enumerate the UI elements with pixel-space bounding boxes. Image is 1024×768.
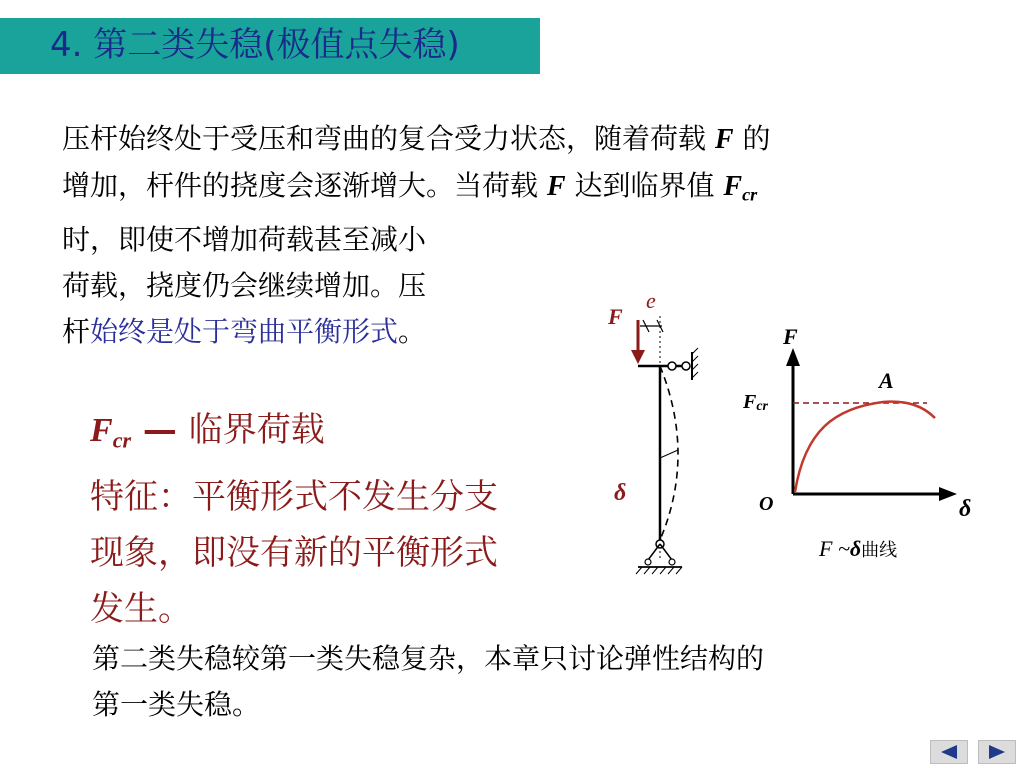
deflection-mark bbox=[660, 450, 678, 458]
column-diagram bbox=[600, 290, 720, 580]
feature-line-3: 发生。 bbox=[90, 588, 192, 629]
triangle-right-icon bbox=[987, 744, 1007, 760]
ground-hatch bbox=[676, 567, 682, 574]
feature-line-2: 现象，即没有新的平衡形式 bbox=[90, 532, 498, 573]
top-roller-2 bbox=[682, 362, 690, 370]
x-axis-arrow bbox=[939, 487, 957, 501]
fcr-axis-label: Fcr bbox=[743, 391, 769, 414]
ground-hatch bbox=[652, 567, 658, 574]
critical-load-symbol bbox=[723, 171, 758, 205]
wall-hatch bbox=[692, 348, 698, 354]
intro-line-3: 时，即使不增加荷载甚至减小 bbox=[62, 223, 427, 257]
fcr-symbol bbox=[90, 412, 132, 453]
bottom-line-2: 第一类失稳。 bbox=[92, 688, 261, 721]
pin-foot-left bbox=[645, 559, 651, 565]
prev-slide-button[interactable] bbox=[930, 740, 968, 764]
next-slide-button[interactable] bbox=[978, 740, 1016, 764]
ground-hatch bbox=[660, 567, 666, 574]
column-deflected bbox=[660, 366, 678, 540]
deflection-label: δ bbox=[614, 480, 627, 506]
intro-line-1 bbox=[62, 116, 771, 163]
peak-label: A bbox=[879, 368, 894, 393]
graph-caption: F ~δ曲线 bbox=[819, 536, 898, 561]
highlighted-phrase: 始终是处于弯曲平衡形式 bbox=[90, 315, 399, 349]
title-bar bbox=[0, 18, 540, 74]
ground-hatch bbox=[644, 567, 650, 574]
x-axis-label: δ bbox=[959, 496, 972, 522]
y-axis-label: F bbox=[783, 324, 798, 349]
critical-load-definition bbox=[90, 402, 498, 637]
f-delta-curve bbox=[795, 402, 935, 492]
intro-text: 的 bbox=[733, 122, 771, 155]
intro-text: 杆 bbox=[62, 315, 91, 349]
origin-label: O bbox=[759, 493, 774, 515]
load-arrow-head bbox=[631, 350, 645, 364]
load-symbol: F bbox=[546, 171, 566, 202]
intro-text: 达到临界值 bbox=[565, 169, 724, 202]
f-delta-graph bbox=[735, 320, 995, 570]
eccentricity-label: e bbox=[646, 290, 656, 313]
intro-line-2 bbox=[62, 163, 771, 217]
bottom-paragraph bbox=[92, 636, 764, 728]
pin-leg-left bbox=[648, 544, 660, 560]
critical-load-main: F bbox=[723, 171, 743, 202]
fcr-sub: cr bbox=[112, 427, 132, 453]
slide-navigation bbox=[930, 740, 1016, 764]
definition-dash: — bbox=[131, 410, 189, 450]
intro-text: 压杆始终处于受压和弯曲的复合受力状态，随着荷载 bbox=[62, 122, 715, 155]
ground-hatch bbox=[636, 567, 642, 574]
top-roller-1 bbox=[668, 362, 676, 370]
load-label: F bbox=[608, 304, 623, 329]
critical-load-sub: cr bbox=[742, 184, 758, 205]
bottom-line-1: 第二类失稳较第一类失稳复杂，本章只讨论弹性结构的 bbox=[92, 642, 765, 675]
y-axis-arrow bbox=[786, 348, 800, 366]
intro-line-4: 荷载，挠度仍会继续增加。压 bbox=[62, 269, 427, 303]
feature-line-1: 特征：平衡形式不发生分支 bbox=[90, 476, 498, 517]
load-symbol: F bbox=[714, 124, 734, 155]
pin-foot-right bbox=[669, 559, 675, 565]
intro-text: 增加，杆件的挠度会逐渐增大。当荷载 bbox=[62, 169, 547, 202]
triangle-left-icon bbox=[939, 744, 959, 760]
ground-hatch bbox=[668, 567, 674, 574]
definition-line bbox=[90, 402, 498, 469]
intro-text: 。 bbox=[398, 315, 427, 349]
pin-leg-right bbox=[660, 544, 672, 560]
fcr-label: 临界荷载 bbox=[188, 410, 325, 450]
fcr-main: F bbox=[90, 412, 113, 449]
slide-title: 4. 第二类失稳(极值点失稳) bbox=[50, 25, 460, 65]
